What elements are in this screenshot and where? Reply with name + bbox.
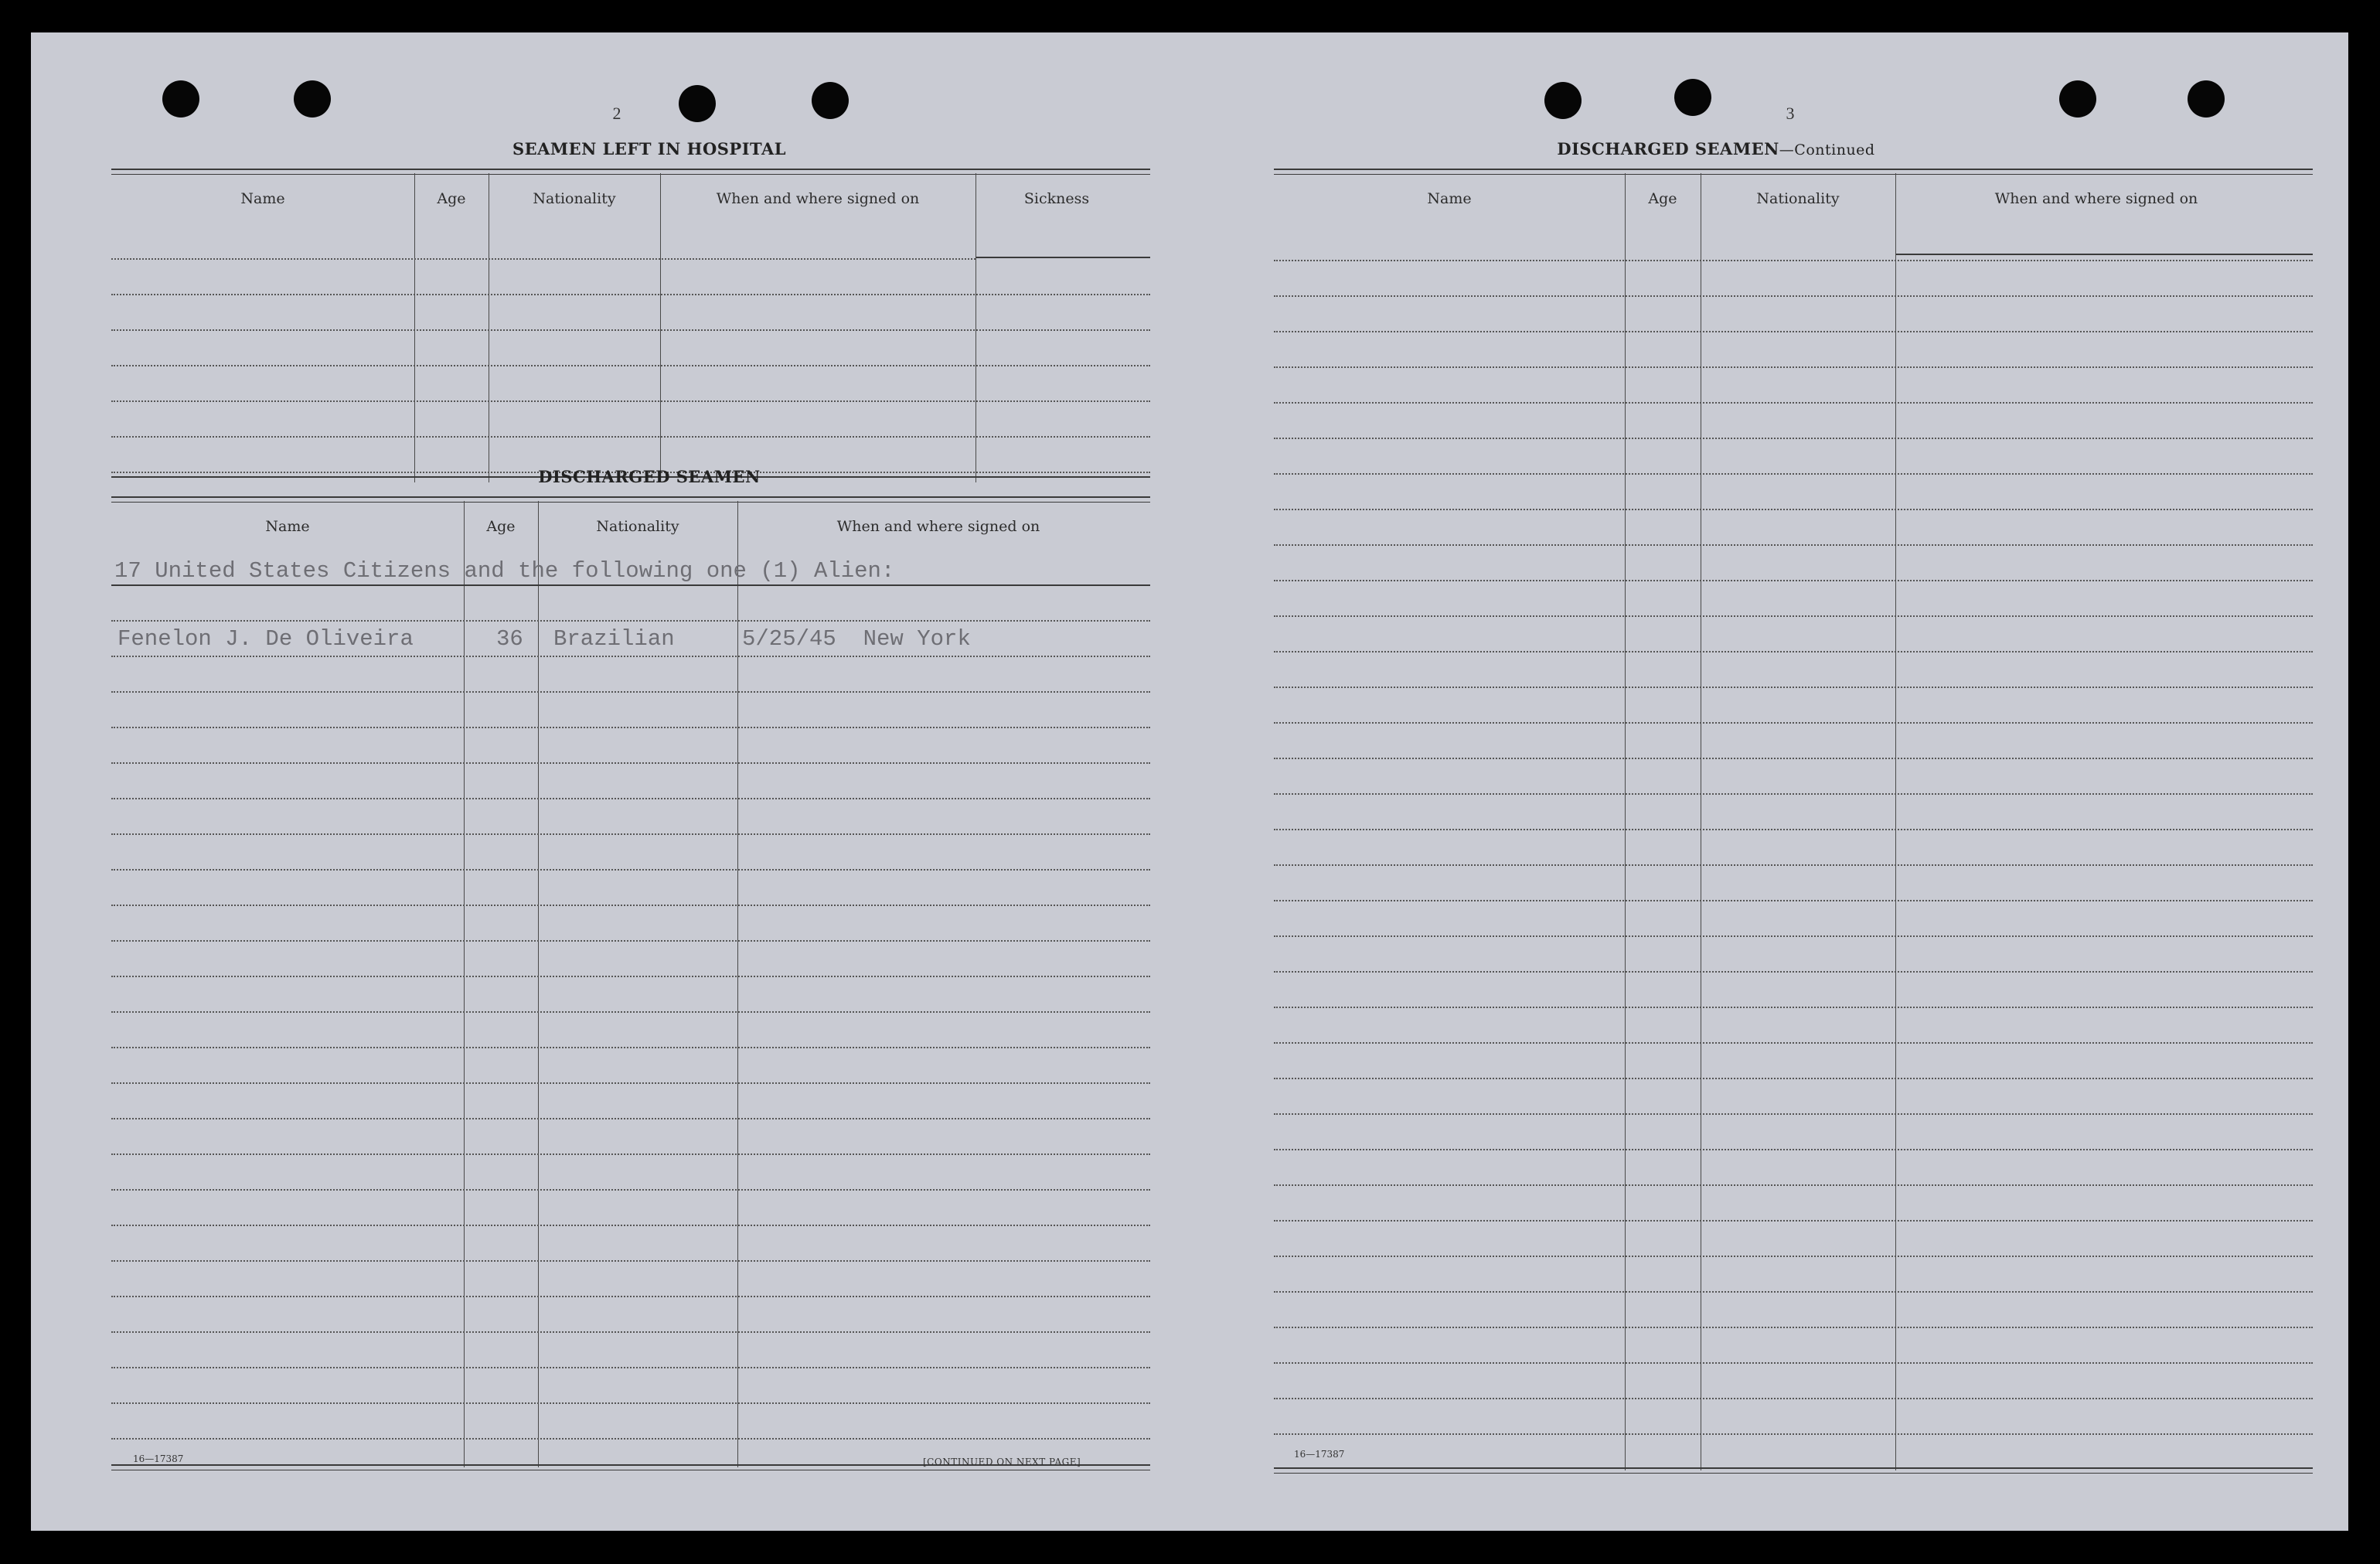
right-title-continued: —Continued <box>1779 141 1875 158</box>
col-header-sickness: Sickness <box>1023 190 1090 207</box>
col-header-name: Name <box>1427 190 1472 207</box>
col-header-signed-on: When and where signed on <box>716 190 920 207</box>
punch-hole <box>812 82 849 119</box>
col-header-age: Age <box>437 190 466 207</box>
right-title-main: DISCHARGED SEAMEN <box>1557 139 1779 158</box>
col-header-nationality: Nationality <box>1756 190 1840 207</box>
document-sheet <box>31 32 2348 1531</box>
punch-hole <box>162 80 199 118</box>
page-number: 3 <box>1786 104 1795 123</box>
punch-hole <box>2059 80 2096 118</box>
page-number: 2 <box>612 104 621 123</box>
typed-age: 36 <box>496 626 523 652</box>
form-number: 16—17387 <box>1294 1449 1345 1460</box>
punch-hole <box>1544 82 1582 119</box>
col-header-signed-on: When and where signed on <box>836 518 1040 535</box>
punch-hole <box>1674 79 1711 116</box>
col-header-name: Name <box>240 190 285 207</box>
form-number: 16—17387 <box>133 1453 184 1464</box>
hospital-table <box>111 169 1150 478</box>
col-header-signed-on: When and where signed on <box>1994 190 2198 207</box>
punch-hole <box>294 80 331 118</box>
right-section-title <box>1546 139 1886 158</box>
col-header-age: Age <box>486 518 516 535</box>
col-header-name: Name <box>265 518 310 535</box>
discharged-section-title: DISCHARGED SEAMEN <box>538 467 761 486</box>
continued-note: [CONTINUED ON NEXT PAGE] <box>923 1457 1081 1467</box>
discharged-continued-table <box>1274 169 2313 1483</box>
punch-hole <box>2188 80 2225 118</box>
punch-hole <box>679 85 716 122</box>
typed-name: Fenelon J. De Oliveira <box>117 626 414 652</box>
col-header-age: Age <box>1648 190 1677 207</box>
col-header-nationality: Nationality <box>596 518 679 535</box>
col-header-nationality: Nationality <box>533 190 616 207</box>
hospital-section-title: SEAMEN LEFT IN HOSPITAL <box>512 139 787 158</box>
typed-signed-on: 5/25/45 New York <box>742 626 971 652</box>
typed-nationality: Brazilian <box>553 626 675 652</box>
typed-note: 17 United States Citizens and the following one (1) Alien: <box>114 558 895 584</box>
